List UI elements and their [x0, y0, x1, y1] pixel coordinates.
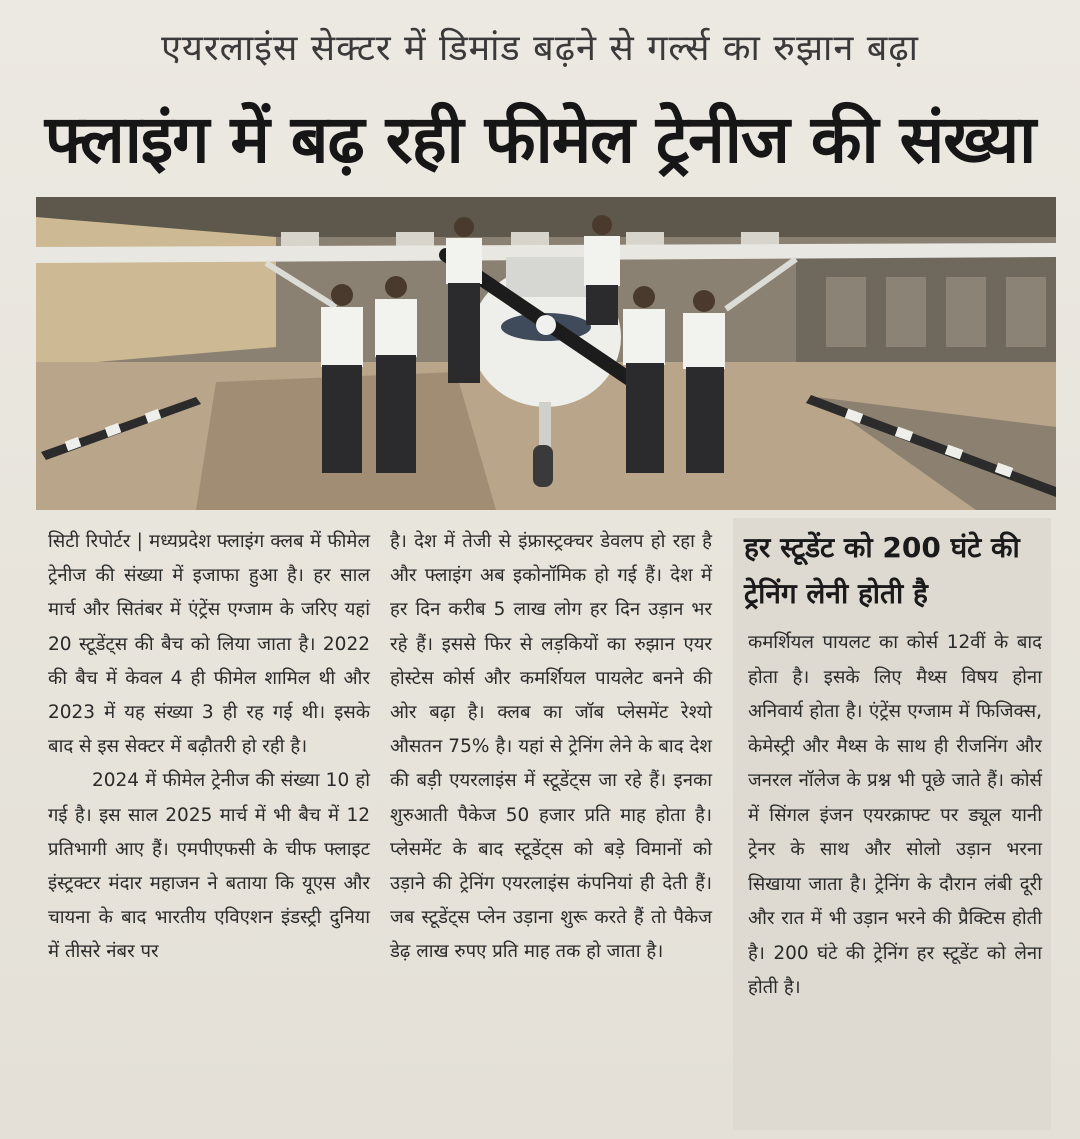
article-paragraph: 2024 में फीमेल ट्रेनीज की संख्या 10 हो गई है। इस साल 2025 मार्च में भी बैच में 12 प्रतिभागी आए हैं। एमपीएफसी के चीफ फ्लाइट इंस्ट्रक्टर मंदार महाजन ने बताया कि यूएस और चायना के बाद भारतीय एविएशन इंडस्ट्री दुनिया में तीसरे नंबर पर [48, 770, 370, 963]
aircraft-with-trainees-photo [36, 197, 1056, 510]
article-column-2 [390, 525, 712, 970]
article-photo [36, 197, 1056, 510]
sidebar-body: कमर्शियल पायलट का कोर्स 12वीं के बाद होता है। इसके लिए मैथ्स विषय होना अनिवार्य होता है। एंट्रेंस एग्जाम में फिजिक्स, केमेस्ट्री और मैथ्स के साथ ही रीजनिंग और जनरल नॉलेज के प्रश्न भी पूछे जाते हैं। कोर्स में सिंगल इंजन एयरक्राफ्ट पर ड्यूल यानी ट्रेनर के साथ और सोलो उड़ान भरना सिखाया जाता है। ट्रेनिंग के दौरान लंबी दूरी और रात में भी उड़ान भरने की प्रैक्टिस होती है। 200 घंटे की ट्रेनिंग हर स्टूडेंट को लेना होती है। [748, 632, 1042, 998]
article-column-1 [48, 525, 370, 970]
sidebar-heading: हर स्टूडेंट को 200 घंटे की ट्रेनिंग लेनी होती है [744, 531, 1020, 610]
kicker-headline: एयरलाइंस सेक्टर में डिमांड बढ़ने से गर्ल्स का रुझान बढ़ा [161, 28, 919, 69]
article-paragraph: है। देश में तेजी से इंफ्रास्ट्रक्चर डेवलप हो रहा है और फ्लाइंग अब इकोनॉमिक हो गई हैं। देश में हर दिन करीब 5 लाख लोग हर दिन उड़ान भर रहे हैं। इससे फिर से लड़कियों का रुझान एयर होस्टेस कोर्स और कमर्शियल पायलेट बनने की ओर बढ़ा है। क्लब का जॉब प्लेसमेंट रेश्यो औसतन 75% है। यहां से ट्रेनिंग लेने के बाद देश की बड़ी एयरलाइंस में स्टूडेंट्स जा रहे हैं। इनका शुरुआती पैकेज 50 हजार प्रति माह होता है। प्लेसमेंट के बाद स्टूडेंट्स को बड़े विमानों को उड़ाने की ट्रेनिंग एयरलाइंस कंपनियां ही देती हैं। जब स्टूडेंट्स प्लेन उड़ाना शुरू करते हैं तो पैकेज डेढ़ लाख रुपए प्रति माह तक हो जाता है। [390, 531, 712, 963]
main-headline: फ्लाइंग में बढ़ रही फीमेल ट्रेनीज की संख्या [44, 101, 1036, 178]
article-paragraph: सिटी रिपोर्टर | मध्यप्रदेश फ्लाइंग क्लब में फीमेल ट्रेनीज की संख्या में इजाफा हुआ है। हर साल मार्च और सितंबर में एंट्रेंस एग्जाम के जरिए यहां 20 स्टूडेंट्स की बैच को लिया जाता है। 2022 की बैच में केवल 4 ही फीमेल शामिल थी और 2023 में यह संख्या 3 ही रह गई थी। इसके बाद से इस सेक्टर में बढ़ौतरी हो रही है। [48, 531, 370, 758]
